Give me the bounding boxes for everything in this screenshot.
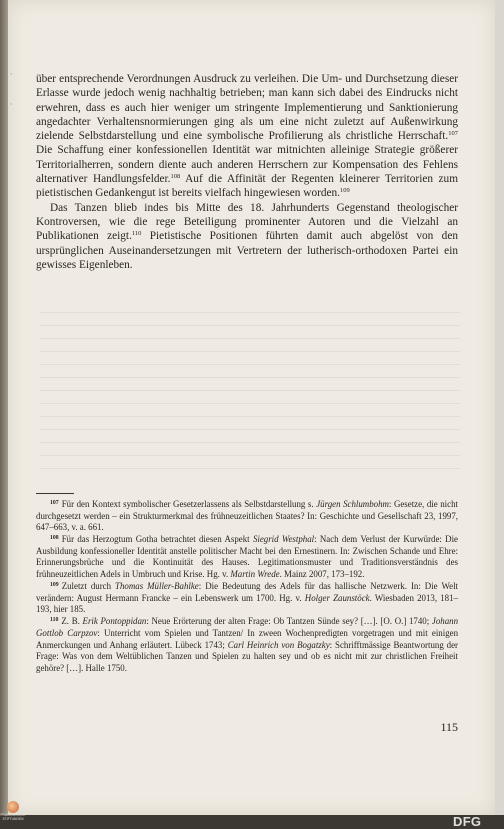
margin-marks: · · xyxy=(9,71,14,109)
page-number: 115 xyxy=(440,720,458,734)
footnote-number: 109 xyxy=(50,582,59,589)
paragraph-1-text-b: Die Schaffung einer konfessionellen Identität war mitnichten alleinige Strategie größerer Territorialherren, sondern diente auch anderen Herrschern zur Kompensation des Fehlens alternativer Handlungsfelder. xyxy=(36,144,458,186)
paragraph-2-text-b: Pietistische Positionen führten damit auch abgelöst von den ursprünglichen Auseinandersetzungen mit Vertretern der lutherisch-orthodoxen Partei ein gewisses Eigenleben. xyxy=(36,230,458,271)
footnote-text: : Unterricht vom Spielen und Tantzen/ In zween Wochenpredigten vorgetragen und mit einigen Anmerckungen und Anhang erläutert. Lübeck 1743; xyxy=(36,628,459,650)
library-logo-icon xyxy=(1,801,25,827)
footnote-text: Zuletzt durch xyxy=(61,581,116,592)
dfg-logo: DFG xyxy=(453,814,482,829)
footnote-ref-108: 108 xyxy=(170,173,181,181)
footnote-author: Erik Pontoppidan xyxy=(82,616,147,627)
paragraph-1-text: über entsprechende Verordnungen Ausdruck zu verleihen. Die Um- und Durchsetzung dieser Erlasse wurde jedoch wenig nachhaltig betrieben; man kann sich dabei des Eindrucks nicht erwehren, dass es auch hier weniger um stringente Implementierung und Sanktionierung angedachter Verhaltensnormierungen ging als um eine nicht zuletzt auf Außenwirkung zielende Selbstdarstellung und eine symbolische Profilierung als christliche Herrschaft. xyxy=(36,73,458,143)
footnote-text: Für den Kontext symbolischer Gesetzerlassens als Selbstdarstellung s. xyxy=(61,499,317,509)
footnote-text: : Gesetze, die nicht durchgesetzt werden – ein Strukturmerkmal des frühneuzeitlichen Staates? In: Geschichte und Gesellschaft 23, 1997, 647–663, v. a. 661. xyxy=(36,499,458,533)
main-text xyxy=(36,72,458,272)
footnotes xyxy=(36,499,458,675)
footnote-author: Johann Gottlob Carpzov xyxy=(36,616,459,639)
footnote-author: Thomas Müller-Bahlke xyxy=(115,581,199,592)
footnote-text: : Nach dem Verlust der Kurwürde: Die Ausbildung konfessioneller Identität anstelle politischer Macht bei den Ernestinern. In: Zwischen Schande und Ehre: Erinnerungsbrüche und die Kontinuität des Hauses. Legitimationsmuster und Traditionsverständnis des frühneuzeitlichen Adels in Umbruch und Krise. Hg. v. xyxy=(36,534,458,580)
footnote-text: . Wiesbaden 2013, 181–193, hier 185. xyxy=(36,592,458,615)
footnote-text: : Neue Erörterung der alten Frage: Ob Tantzen Sünde sey? […]. [O. O.] 1740; xyxy=(146,616,432,627)
footnote-text: : Schrifftmässige Beantwortung der Frage: Was von dem Weltüblichen Tanzen und Spielen zu halten sey und ob es nicht mit zur christlichen Freiheit gehöre? […]. Halle 1750. xyxy=(36,639,459,673)
paragraph-2 xyxy=(36,201,458,272)
footnote-text: Für das Herzogtum Gotha betrachtet diesen Aspekt xyxy=(61,534,253,545)
footnote-editor: Holger Zaunstöck xyxy=(304,592,370,603)
paragraph-2-text: Das Tanzen blieb indes bis Mitte des 18. Jahrhunderts Gegenstand theologischer Kontroversen, wie die rege Beteiligung prominenter Autoren und die Vielzahl an Publikationen zeigt. xyxy=(36,201,458,243)
footnote-divider xyxy=(36,493,74,494)
library-logo-label: FRANCKESCHE STIFTUNGEN xyxy=(0,813,26,821)
footnote-text: Z. B. xyxy=(61,616,83,627)
footnote-ref-107: 107 xyxy=(448,130,458,138)
footnote-text: : Die Bedeutung des Adels für das hallische Netzwerk. In: Die Welt verändern: August Hermann Francke – ein Lebenswerk um 1700. Hg. v. xyxy=(36,581,458,603)
footnote-110 xyxy=(36,616,458,674)
footnote-author: Siegrid Westphal xyxy=(252,534,315,545)
footnote-107 xyxy=(36,499,458,534)
footnote-ref-109: 109 xyxy=(340,187,350,195)
footnote-108 xyxy=(36,534,458,580)
crest-icon xyxy=(7,801,19,813)
footnote-109 xyxy=(36,581,458,616)
footnote-author: Jürgen Schlumbohm xyxy=(316,499,389,509)
footnote-ref-110: 110 xyxy=(131,230,142,238)
footnote-number: 108 xyxy=(50,535,59,542)
footnote-number: 110 xyxy=(50,617,59,624)
scan-bottom-strip xyxy=(0,815,504,829)
footnote-number: 107 xyxy=(50,500,59,506)
show-through-text xyxy=(40,305,460,480)
paragraph-1 xyxy=(36,72,458,201)
scan-gutter xyxy=(0,0,8,829)
footnote-text: . Mainz 2007, 173–192. xyxy=(279,569,365,580)
paragraph-1-text-c: Auf die Affinität der Regenten kleinerer Territorien zum pietistischen Gedankengut ist bereits vielfach hingewiesen worden. xyxy=(36,173,458,200)
footnote-editor: Martin Wrede xyxy=(230,569,280,580)
footnote-author: Carl Heinrich von Bogatzky xyxy=(227,639,330,650)
